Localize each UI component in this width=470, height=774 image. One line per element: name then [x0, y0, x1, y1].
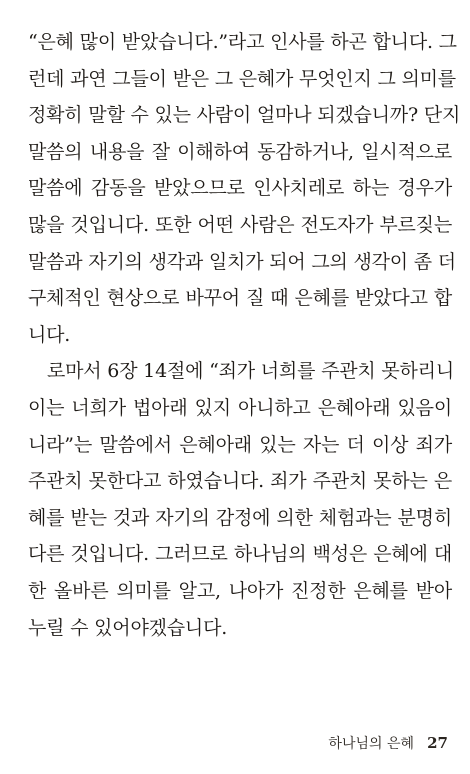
- text-line: 누릴 수 있어야겠습니다.: [28, 616, 228, 639]
- text-line: 구체적인 현상으로 바꾸어 질 때 은혜를 받았다고 합: [28, 287, 452, 310]
- running-title: 하나님의 은혜: [328, 736, 415, 752]
- text-line: 많을 것입니다. 또한 어떤 사람은 전도자가 부르짖는: [28, 213, 452, 236]
- page-number: 27: [427, 734, 448, 752]
- page-footer: [328, 730, 448, 756]
- text-line: 말씀과 자기의 생각과 일치가 되어 그의 생각이 좀 더: [28, 250, 456, 273]
- text-line: 니다.: [28, 323, 71, 346]
- text-line: 말씀의 내용을 잘 이해하여 동감하거나, 일시적으로: [28, 140, 452, 163]
- page-body: [28, 24, 461, 646]
- text-line: 니라”는 말씀에서 은혜아래 있는 자는 더 이상 죄가: [28, 433, 452, 456]
- text-line: 정확히 말할 수 있는 사람이 얼마나 되겠습니까? 단지: [28, 104, 461, 127]
- text-line: 한 올바른 의미를 알고, 나아가 진정한 은혜를 받아: [28, 579, 452, 602]
- text-line: 혜를 받는 것과 자기의 감정에 의한 체험과는 분명히: [28, 506, 452, 529]
- text-line: 다른 것입니다. 그러므로 하나님의 백성은 은혜에 대: [28, 543, 452, 566]
- text-line: “은혜 많이 받았습니다.”라고 인사를 하곤 합니다. 그: [28, 31, 457, 53]
- text-line: 로마서 6장 14절에 “죄가 너희를 주관치 못하리니: [47, 360, 454, 383]
- text-line: 말씀에 감동을 받았으므로 인사치레로 하는 경우가: [28, 177, 452, 200]
- text-line: 주관치 못한다고 하였습니다. 죄가 주관치 못하는 은: [28, 470, 452, 493]
- text-line: 이는 너희가 법아래 있지 아니하고 은혜아래 있음이: [28, 396, 452, 419]
- text-line: 런데 과연 그들이 받은 그 은혜가 무엇인지 그 의미를: [28, 67, 456, 90]
